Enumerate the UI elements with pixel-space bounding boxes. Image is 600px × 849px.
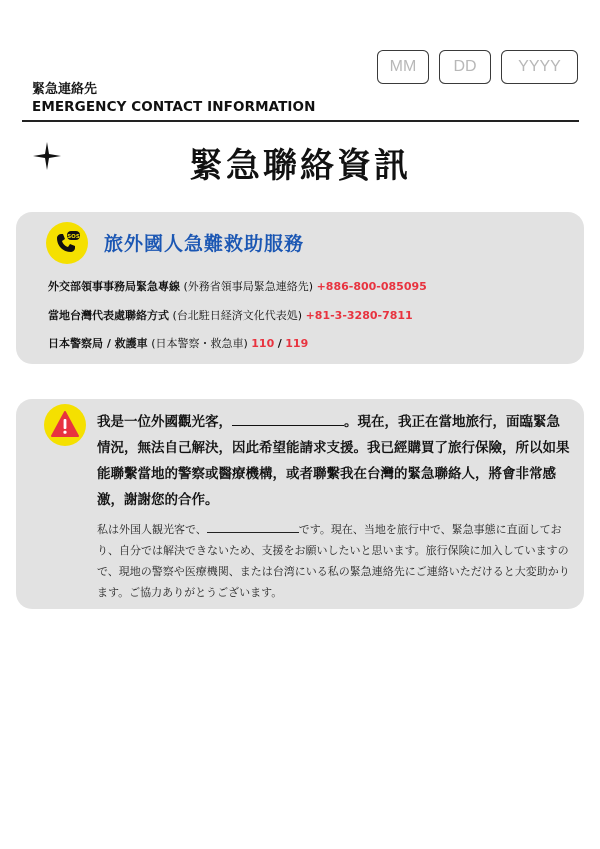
header-title-en: EMERGENCY CONTACT INFORMATION bbox=[32, 99, 316, 115]
contact-note: (外務省領事局緊急連絡先) bbox=[183, 280, 314, 293]
contact-row-police bbox=[48, 335, 308, 351]
number-separator: / bbox=[277, 337, 282, 350]
contact-phone-number[interactable]: +81-3-3280-7811 bbox=[305, 309, 413, 322]
contact-note: (日本警察・救急車) bbox=[151, 337, 248, 350]
date-month-field[interactable]: MM bbox=[377, 50, 429, 84]
message-zh bbox=[97, 409, 571, 513]
contact-card-heading: 旅外國人急難救助服務 bbox=[104, 233, 305, 255]
police-number[interactable]: 110 bbox=[251, 337, 275, 350]
contact-label: 外交部領事事務局緊急專線 bbox=[48, 280, 180, 293]
alert-triangle-icon bbox=[44, 404, 86, 446]
header-divider bbox=[22, 120, 579, 122]
message-jp-rest: です。現在、当地を旅行中で、緊急事態に直面しており、自分では解決できないため、支援をお願いしたいと思います。旅行保険に加入していますので、現地の警察や医療機関、または台湾にいる私の緊急連絡先にご連絡いただけると大変助かります。ご協力ありがとうございます。 bbox=[97, 523, 570, 599]
name-blank-jp[interactable] bbox=[207, 522, 299, 533]
name-blank-zh[interactable] bbox=[232, 413, 344, 426]
message-card bbox=[16, 399, 584, 609]
page-title: 緊急聯絡資訊 bbox=[189, 146, 411, 186]
header-title-zh: 緊急連絡先 bbox=[32, 82, 98, 97]
contact-phone-number[interactable]: +886-800-085095 bbox=[316, 280, 427, 293]
contact-note: (台北駐日経済文化代表処) bbox=[172, 309, 303, 322]
contact-row-rep-office bbox=[48, 307, 413, 323]
ambulance-number[interactable]: 119 bbox=[285, 337, 309, 350]
contact-label: 當地台灣代表處聯絡方式 bbox=[48, 309, 169, 322]
svg-text:SOS: SOS bbox=[67, 234, 80, 240]
contact-label: 日本警察局 / 救護車 bbox=[48, 337, 148, 350]
date-day-field[interactable]: DD bbox=[439, 50, 491, 84]
sos-phone-icon bbox=[46, 222, 88, 264]
message-zh-start: 我是一位外國觀光客， bbox=[97, 414, 232, 430]
message-jp bbox=[97, 519, 575, 603]
message-zh-rest: 。現在，我正在當地旅行，面臨緊急情況，無法自己解決，因此希望能請求支援。我已經購買了旅行保險，所以如果能聯繫當地的警察或醫療機構，或者聯繫我在台灣的緊急聯絡人，將會非常感激，謝謝您的合作。 bbox=[97, 414, 570, 508]
date-year-field[interactable]: YYYY bbox=[501, 50, 578, 84]
message-jp-start: 私は外国人観光客で、 bbox=[97, 523, 207, 536]
contact-card bbox=[16, 212, 584, 364]
contact-row-mofa bbox=[48, 278, 427, 294]
